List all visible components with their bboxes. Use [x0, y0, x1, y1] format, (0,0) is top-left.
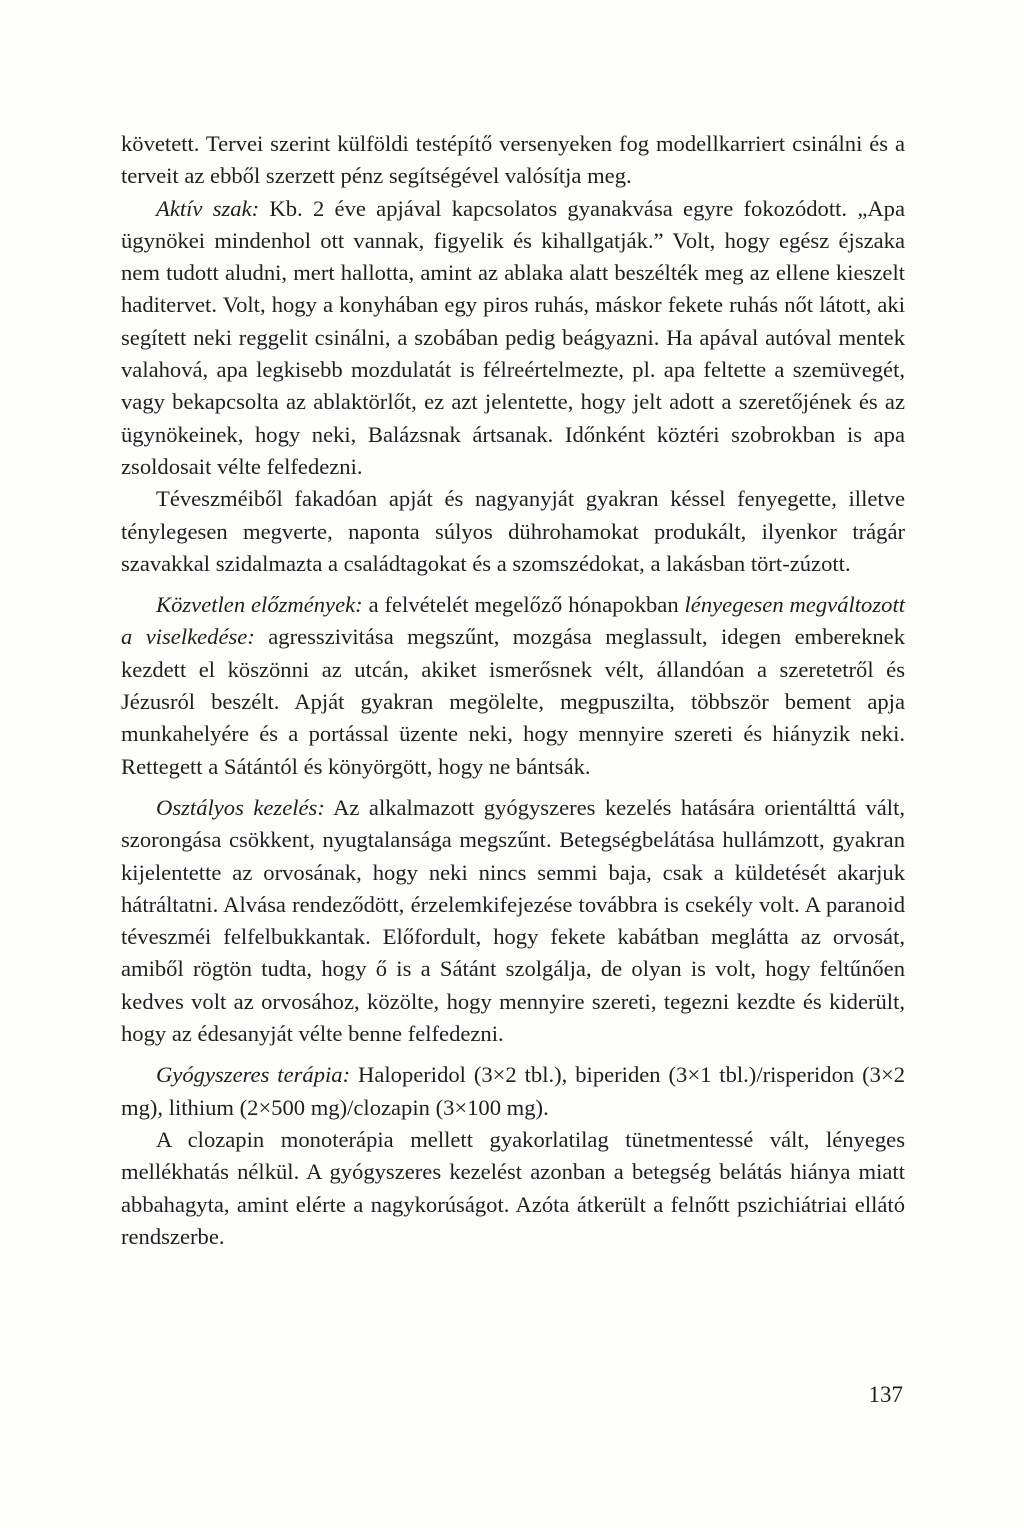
page-number: 137 — [868, 1382, 903, 1407]
paragraph-delusions — [121, 483, 905, 580]
paragraph-text: A clozapin monoterápia mellett gyakorlatilag tünetmentessé vált, lényeges mellékhatás nélkül. A gyógyszeres kezelést azonban a betegség belátás hiánya miatt abbahagyta, amint elérte a nagykorúságot. Azóta átkerült a felnőtt pszichiátriai ellátó rendszerbe. — [121, 1126, 905, 1249]
section-label-active-phase: Aktív szak: — [156, 195, 260, 221]
paragraph — [121, 128, 905, 193]
section-label-drug-therapy: Gyógyszeres terápia: — [156, 1062, 351, 1088]
paragraph-outcome — [121, 1124, 905, 1253]
paragraph-text: Kb. 2 éve apjával kapcsolatos gyanakvása egyre fokozódott. „Apa ügynökei mindenhol ott vannak, figyelik és kihallgatják.” Volt, hogy egész éjszaka nem tudott aludni, mert hallotta, amint az ablaka alatt beszélték meg az ellene kieszelt haditervet. Volt, hogy a konyhában egy piros ruhás, máskor fekete ruhás nőt látott, aki segített neki reggelit csinálni, a szobában pedig beágyazni. Ha apával autóval mentek valahová, apa legkisebb mozdulatát is félreértelmezte, pl. apa feltette a szemüvegét, vagy bekapcsolta az ablaktörlőt, ez azt jelentette, hogy jelt adott a szeretőjének és az ügynökeinek, hogy neki, Balázsnak ártsanak. Időnként köztéri szobrokban is apa zsoldosait vélte felfedezni. — [121, 195, 905, 479]
body-text — [121, 128, 905, 1253]
paragraph-text: követett. Tervei szerint külföldi testépítő versenyeken fog modellkarriert csinálni és a terveit az ebből szerzett pénz segítségével valósítja meg. — [121, 131, 905, 189]
paragraph-text: agresszivitása megszűnt, mozgása meglassult, idegen embereknek kezdett el köszönni az utcán, akiket ismerősnek vélt, állandóan a szeretetről és Jézusról beszélt. Apját gyakran megölelte, megpuszilta, többször bement apja munkahelyére és a portással üzente neki, hogy mennyire szereti és hiányzik neki. Rettegett a Sátántól és könyörgött, hogy ne bántsák. — [121, 624, 905, 779]
paragraph-drug-therapy — [121, 1059, 905, 1124]
emphasis-behaviour-change: lényegesen megváltozott a viselkedése: — [121, 592, 905, 650]
section-label-ward-treatment: Osztályos kezelés: — [156, 794, 325, 820]
paragraph-immediate-history — [121, 589, 905, 783]
paragraph-active-phase — [121, 193, 905, 484]
paragraph-text: Haloperidol (3×2 tbl.), biperiden (3×1 tbl.)/risperidon (3×2 mg), lithium (2×500 mg)/clozapin (3×100 mg). — [121, 1062, 905, 1120]
paragraph-text: Az alkalmazott gyógyszeres kezelés hatására orientálttá vált, szorongása csökkent, nyugtalansága megszűnt. Betegségbelátása hullámzott, gyakran kijelentette az orvosának, hogy neki nincs semmi baja, csak a küldetését akarjuk hátráltatni. Alvása rendeződött, érzelemkifejezése továbbra is csekély volt. A paranoid téveszméi felfelbukkantak. Előfordult, hogy fekete kabátban meglátta az orvosát, amiből rögtön tudta, hogy ő is a Sátánt szolgálja, de olyan is volt, hogy feltűnően kedves volt az orvosához, közölte, hogy mennyire szereti, tegezni kezdte és kiderült, hogy az édesanyját vélte benne felfedezni. — [121, 794, 905, 1047]
paragraph-text: a felvételét megelőző hónapokban — [362, 592, 685, 618]
paragraph-text: Téveszméiből fakadóan apját és nagyanyját gyakran késsel fenyegette, illetve ténylegesen megverte, naponta súlyos dührohamokat produkált, ilyenkor trágár szavakkal szidalmazta a családtagokat és a szomszédokat, a lakásban tört-zúzott. — [121, 486, 905, 576]
section-label-immediate-history: Közvetlen előzmények: — [156, 592, 363, 618]
paragraph-ward-treatment — [121, 792, 905, 1050]
